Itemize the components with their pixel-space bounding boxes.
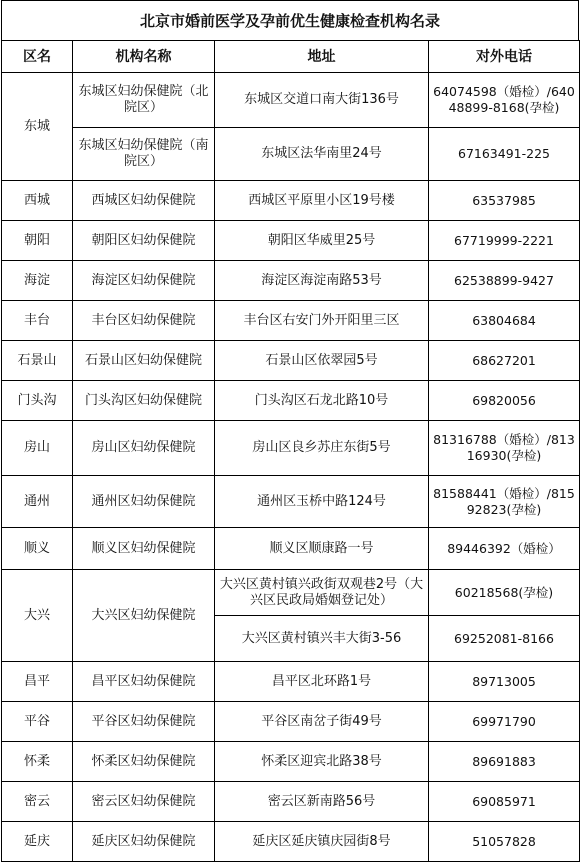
table-row	[2, 528, 580, 570]
cell-district: 通州	[2, 476, 73, 528]
cell-phone: 63804684	[429, 301, 580, 341]
cell-address: 顺义区顺康路一号	[215, 528, 429, 570]
cell-district: 昌平	[2, 662, 73, 702]
cell-district: 平谷	[2, 702, 73, 742]
cell-phone: 81588441（婚检）/81592823(孕检)	[429, 476, 580, 528]
cell-phone: 67719999-2221	[429, 221, 580, 261]
table-row	[2, 421, 580, 476]
cell-address: 通州区玉桥中路124号	[215, 476, 429, 528]
cell-address: 石景山区依翠园5号	[215, 341, 429, 381]
cell-address: 怀柔区迎宾北路38号	[215, 742, 429, 782]
table-row	[2, 702, 580, 742]
cell-phone: 89713005	[429, 662, 580, 702]
cell-phone: 63537985	[429, 181, 580, 221]
cell-institution-name: 石景山区妇幼保健院	[73, 341, 215, 381]
cell-address: 昌平区北环路1号	[215, 662, 429, 702]
cell-address: 东城区法华南里24号	[215, 128, 429, 181]
cell-phone: 89446392（婚检）	[429, 528, 580, 570]
cell-phone: 69971790	[429, 702, 580, 742]
table-row	[2, 301, 580, 341]
cell-institution-name: 平谷区妇幼保健院	[73, 702, 215, 742]
cell-institution-name: 海淀区妇幼保健院	[73, 261, 215, 301]
cell-institution-name: 大兴区妇幼保健院	[73, 570, 215, 662]
cell-phone: 51057828	[429, 822, 580, 862]
cell-phone: 67163491-225	[429, 128, 580, 181]
table-row	[2, 570, 580, 616]
cell-district: 门头沟	[2, 381, 73, 421]
cell-address: 延庆区延庆镇庆园街8号	[215, 822, 429, 862]
cell-address: 平谷区南岔子街49号	[215, 702, 429, 742]
table-body	[2, 73, 580, 862]
table-row	[2, 662, 580, 702]
cell-address: 大兴区黄村镇兴丰大街3-56	[215, 616, 429, 662]
cell-district: 丰台	[2, 301, 73, 341]
cell-institution-name: 密云区妇幼保健院	[73, 782, 215, 822]
cell-institution-name: 昌平区妇幼保健院	[73, 662, 215, 702]
table-row	[2, 128, 580, 181]
table-row	[2, 742, 580, 782]
cell-address: 房山区良乡苏庄东街5号	[215, 421, 429, 476]
cell-institution-name: 通州区妇幼保健院	[73, 476, 215, 528]
institution-table	[1, 40, 580, 862]
cell-phone: 69085971	[429, 782, 580, 822]
cell-phone: 60218568(孕检)	[429, 570, 580, 616]
table-row	[2, 782, 580, 822]
cell-institution-name: 丰台区妇幼保健院	[73, 301, 215, 341]
cell-institution-name: 东城区妇幼保健院（南院区）	[73, 128, 215, 181]
cell-institution-name: 顺义区妇幼保健院	[73, 528, 215, 570]
cell-address: 门头沟区石龙北路10号	[215, 381, 429, 421]
cell-address: 东城区交道口南大街136号	[215, 73, 429, 128]
table-row	[2, 381, 580, 421]
cell-institution-name: 门头沟区妇幼保健院	[73, 381, 215, 421]
header-phone: 对外电话	[429, 41, 580, 73]
cell-district: 怀柔	[2, 742, 73, 782]
table-row	[2, 341, 580, 381]
cell-district: 延庆	[2, 822, 73, 862]
cell-district: 海淀	[2, 261, 73, 301]
table-row	[2, 261, 580, 301]
table-row	[2, 73, 580, 128]
cell-address: 大兴区黄村镇兴政街双观巷2号（大兴区民政局婚姻登记处）	[215, 570, 429, 616]
cell-district: 西城	[2, 181, 73, 221]
cell-address: 密云区新南路56号	[215, 782, 429, 822]
table-header-row	[2, 41, 580, 73]
cell-district: 房山	[2, 421, 73, 476]
cell-district: 东城	[2, 73, 73, 181]
table-row	[2, 181, 580, 221]
header-name: 机构名称	[73, 41, 215, 73]
cell-district: 石景山	[2, 341, 73, 381]
table-row	[2, 221, 580, 261]
cell-phone: 89691883	[429, 742, 580, 782]
cell-phone: 62538899-9427	[429, 261, 580, 301]
cell-address: 海淀区海淀南路53号	[215, 261, 429, 301]
cell-phone: 69252081-8166	[429, 616, 580, 662]
cell-institution-name: 朝阳区妇幼保健院	[73, 221, 215, 261]
cell-district: 顺义	[2, 528, 73, 570]
header-address: 地址	[215, 41, 429, 73]
table-row	[2, 822, 580, 862]
cell-phone: 69820056	[429, 381, 580, 421]
cell-district: 密云	[2, 782, 73, 822]
cell-district: 大兴	[2, 570, 73, 662]
cell-institution-name: 怀柔区妇幼保健院	[73, 742, 215, 782]
header-district: 区名	[2, 41, 73, 73]
cell-institution-name: 房山区妇幼保健院	[73, 421, 215, 476]
page-title: 北京市婚前医学及孕前优生健康检查机构名录	[1, 0, 579, 40]
cell-address: 朝阳区华威里25号	[215, 221, 429, 261]
cell-phone: 68627201	[429, 341, 580, 381]
cell-institution-name: 延庆区妇幼保健院	[73, 822, 215, 862]
cell-address: 丰台区右安门外开阳里三区	[215, 301, 429, 341]
cell-institution-name: 西城区妇幼保健院	[73, 181, 215, 221]
table-row	[2, 476, 580, 528]
cell-address: 西城区平原里小区19号楼	[215, 181, 429, 221]
cell-institution-name: 东城区妇幼保健院（北院区）	[73, 73, 215, 128]
cell-phone: 81316788（婚检）/81316930(孕检)	[429, 421, 580, 476]
cell-phone: 64074598（婚检）/64048899-8168(孕检)	[429, 73, 580, 128]
cell-district: 朝阳	[2, 221, 73, 261]
